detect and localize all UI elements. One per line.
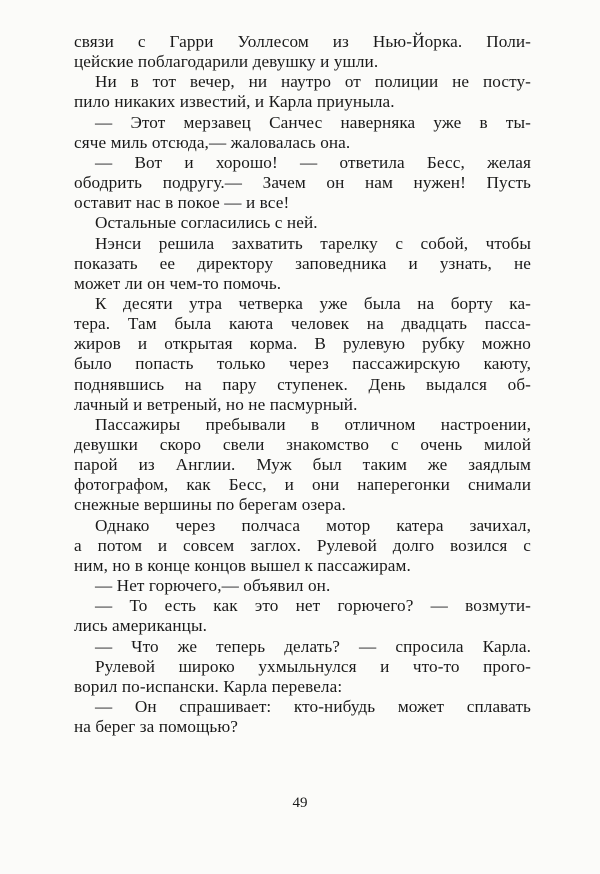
text-line: Рулевой широко ухмыльнулся и что-то прого- — [95, 656, 531, 676]
text-line: — Он спрашивает: кто-нибудь может сплавать — [95, 696, 531, 716]
text-line: К десяти утра четверка уже была на борту ка- — [95, 293, 531, 313]
text-line: парой из Англии. Муж был таким же заядлым — [74, 455, 531, 475]
text-line: Однако через полчаса мотор катера зачихал, — [95, 515, 531, 535]
text-line: фотографом, как Бесс, и они наперегонки снимали — [74, 475, 531, 495]
text-line: Остальные согласились с ней. — [95, 213, 318, 233]
text-line: — Что же теперь делать? — спросила Карла. — [95, 636, 531, 656]
text-line: — Вот и хорошо! — ответила Бесс, желая — [95, 152, 531, 172]
text-line: ободрить подругу.— Зачем он нам нужен! Пусть — [74, 173, 531, 193]
text-line: — Этот мерзавец Санчес наверняка уже в ты- — [95, 112, 531, 132]
text-line: показать ее директору заповедника и узнать, не — [74, 253, 531, 273]
text-line: лачный и ветреный, но не пасмурный. — [74, 394, 358, 414]
text-line: лись американцы. — [74, 616, 208, 636]
text-line: было попасть только через пассажирскую каюту, — [74, 354, 531, 374]
text-line: оставит нас в покое — и все! — [74, 193, 290, 213]
text-line: может ли он чем-то помочь. — [74, 273, 282, 293]
text-line: пило никаких известий, и Карла приуныла. — [74, 92, 395, 112]
text-line: Ни в тот вечер, ни наутро от полиции не посту- — [95, 72, 531, 92]
text-line: девушки скоро свели знакомство с очень милой — [74, 435, 531, 454]
text-line: Пассажиры пребывали в отличном настроении, — [95, 414, 531, 434]
text-line: ворил по-испански. Карла перевела: — [74, 676, 343, 696]
text-line: — Нет горючего,— объявил он. — [95, 576, 331, 596]
text-line: Нэнси решила захватить тарелку с собой, чтобы — [95, 233, 531, 253]
text-line: цейские поблагодарили девушку и ушли. — [74, 52, 379, 72]
page-number: 49 — [292, 795, 308, 811]
text-line: поднявшись на пару ступенек. День выдался об- — [74, 374, 531, 394]
text-line: сяче миль отсюда,— жаловалась она. — [74, 132, 351, 152]
text-line: связи с Гарри Уоллесом из Нью-Йорка. Поли- — [74, 32, 531, 51]
text-line: ним, но в конце концов вышел к пассажирам. — [74, 555, 411, 575]
text-line: на берег за помощью? — [74, 717, 239, 737]
text-line: жиров и открытая корма. В рулевую рубку можно — [74, 334, 531, 354]
text-line: снежные вершины по берегам озера. — [74, 495, 346, 515]
text-line: — То есть как это нет горючего? — возмути- — [95, 596, 531, 616]
text-line: тера. Там была каюта человек на двадцать пасса- — [74, 314, 531, 334]
text-line: а потом и совсем заглох. Рулевой долго возился с — [74, 535, 531, 555]
